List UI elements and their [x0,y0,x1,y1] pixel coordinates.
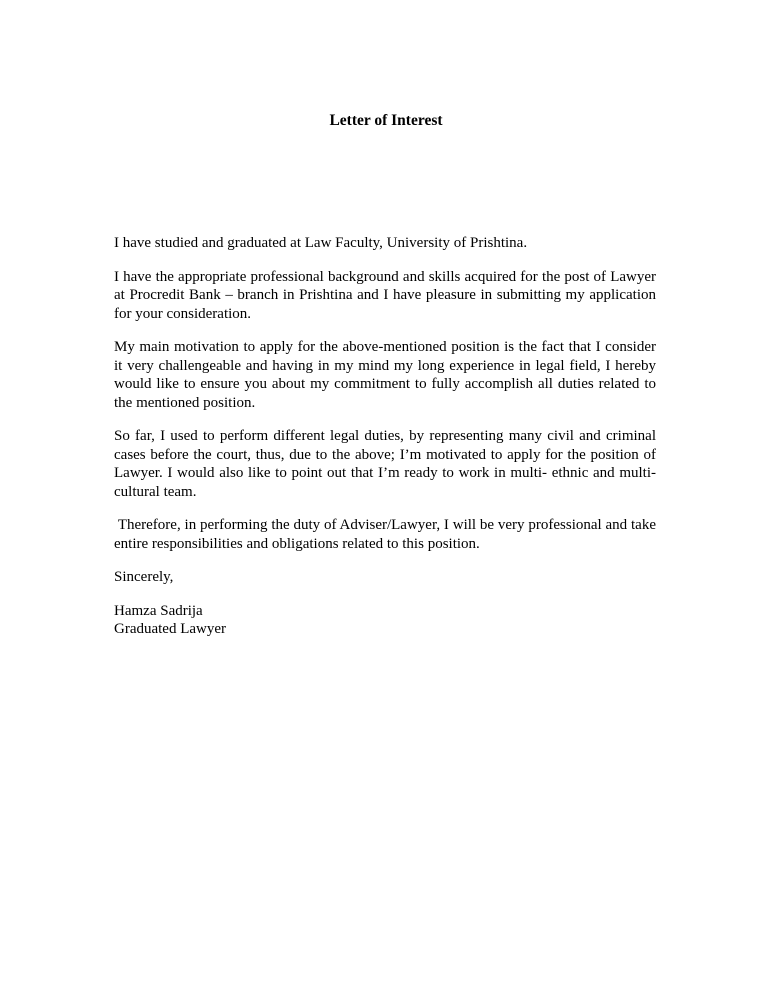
paragraph-background: I have the appropriate professional background and skills acquired for the post of Lawyer at Procredit Bank – branch in Prishtina and I have pleasure in submitting my application for your consideration. [114,268,656,322]
closing-salutation: Sincerely, [114,569,174,585]
letter-title: Letter of Interest [329,112,443,129]
paragraph-commitment: Therefore, in performing the duty of Adviser/Lawyer, I will be very professional and take entire responsibilities and obligations related to this position. [114,517,656,552]
paragraph-education: I have studied and graduated at Law Faculty, University of Prishtina. [114,235,528,251]
signature-block [114,602,656,639]
signature-name: Hamza Sadrija [114,602,203,619]
paragraph-experience: So far, I used to perform different legal duties, by representing many civil and criminal cases before the court, thus, due to the above; I’m motivated to apply for the position of Lawyer. I would also like to point out that I’m ready to work in multi- ethnic and multi-cultural team. [114,428,656,500]
letter-body [114,234,656,654]
paragraph-motivation: My main motivation to apply for the above-mentioned position is the fact that I consider it very challengeable and having in my mind my long experience in legal field, I hereby would like to ensure you about my commitment to fully accomplish all duties related to the mentioned position. [114,339,656,411]
signature-title: Graduated Lawyer [114,621,227,637]
